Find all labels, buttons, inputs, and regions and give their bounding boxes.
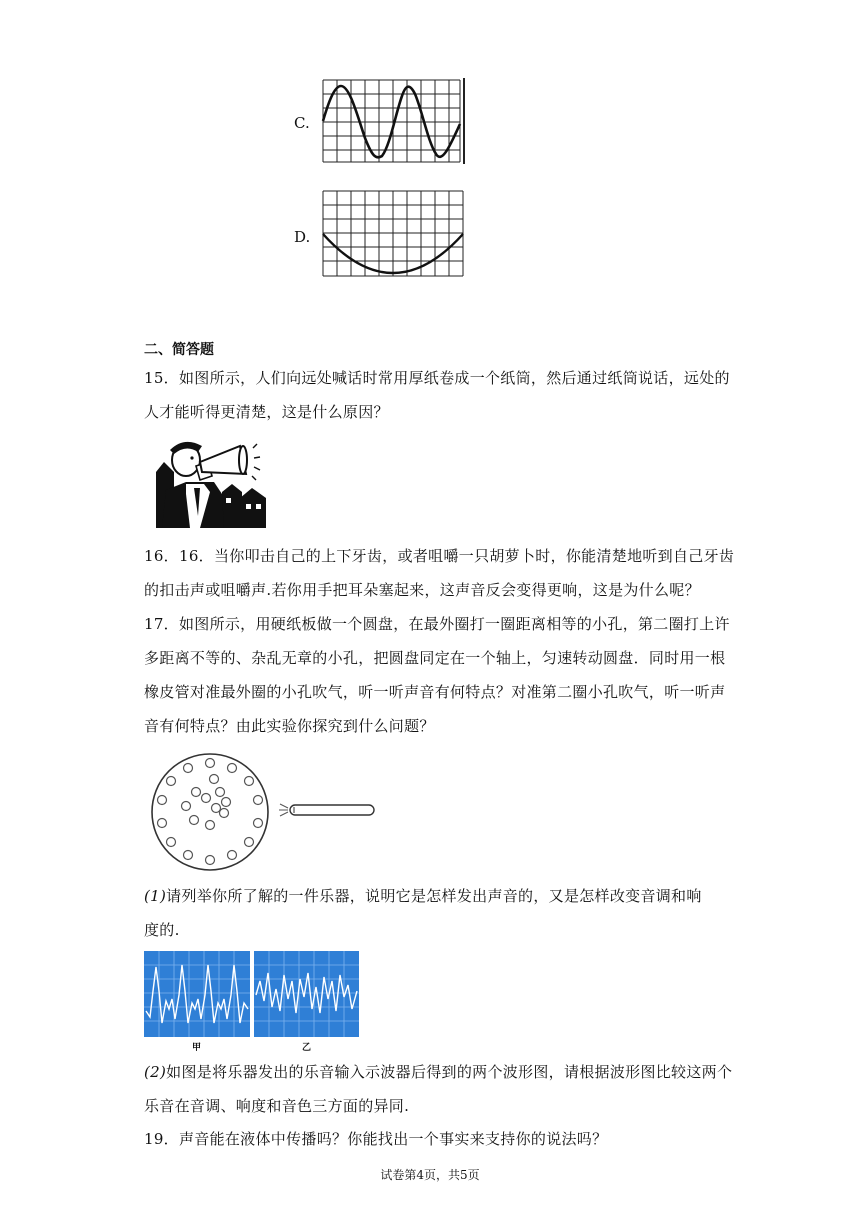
- q18-part1-line-2: 度的.: [144, 921, 180, 939]
- q16-line-1: 16．16．当你叩击自己的上下牙齿，或者咀嚼一只胡萝卜时，你能清楚地听到自己牙齿: [144, 547, 735, 565]
- q18-part2-number: (2): [144, 1063, 167, 1081]
- q18-part2-text: 如图是将乐器发出的乐音输入示波器后得到的两个波形图，请根据波形图比较这两个: [166, 1063, 733, 1081]
- q17-line-2: 多距离不等的、杂乱无章的小孔，把圆盘同定在一个轴上，匀速转动圆盘．同时用一根: [144, 649, 726, 667]
- q17-line-4: 音有何特点？由此实验你探究到什么问题？: [144, 717, 435, 735]
- option-d-label: D.: [294, 228, 311, 246]
- q16-line-2: 的扣击声或咀嚼声.若你用手把耳朵塞起来，这声音反会变得更响，这是为什么呢？: [144, 581, 700, 599]
- option-c-waveform: [320, 76, 468, 166]
- q18-part1-text: 请列举你所了解的一件乐器，说明它是怎样发出声音的，又是怎样改变音调和响: [166, 887, 702, 905]
- waveform-label-yi: 乙: [302, 1043, 312, 1053]
- q17-line-3: 橡皮管对准最外圈的小孔吹气，听一听声音有何特点？对准第二圈小孔吹气，听一听声: [144, 683, 726, 701]
- q15-line-1: 15．如图所示，人们向远处喊话时常用厚纸卷成一个纸筒，然后通过纸筒说话，远处的: [144, 369, 730, 387]
- option-d-waveform: [320, 188, 468, 280]
- q18-part1-line-1: [144, 885, 702, 906]
- q19-line-1: 19．声音能在液体中传播吗？你能找出一个事实来支持你的说法吗？: [144, 1130, 608, 1148]
- oscilloscope-waveforms: [144, 951, 359, 1039]
- q18-part2-line-1: [144, 1061, 732, 1082]
- q17-line-1: 17．如图所示，用硬纸板做一个圆盘，在最外圈打一圈距离相等的小孔，第二圈打上许: [144, 615, 730, 633]
- section-title: 二、简答题: [144, 342, 214, 358]
- q18-part2-line-2: 乐音在音调、响度和音色三方面的异同.: [144, 1097, 410, 1115]
- waveform-label-jia: 甲: [192, 1043, 202, 1053]
- megaphone-person-illustration: [156, 432, 270, 528]
- siren-disc-illustration: [144, 750, 380, 874]
- page-footer: 试卷第4页，共5页: [380, 1168, 480, 1182]
- option-c-label: C.: [294, 114, 310, 132]
- q15-line-2: 人才能听得更清楚，这是什么原因？: [144, 403, 389, 421]
- q18-part1-number: (1): [144, 887, 167, 905]
